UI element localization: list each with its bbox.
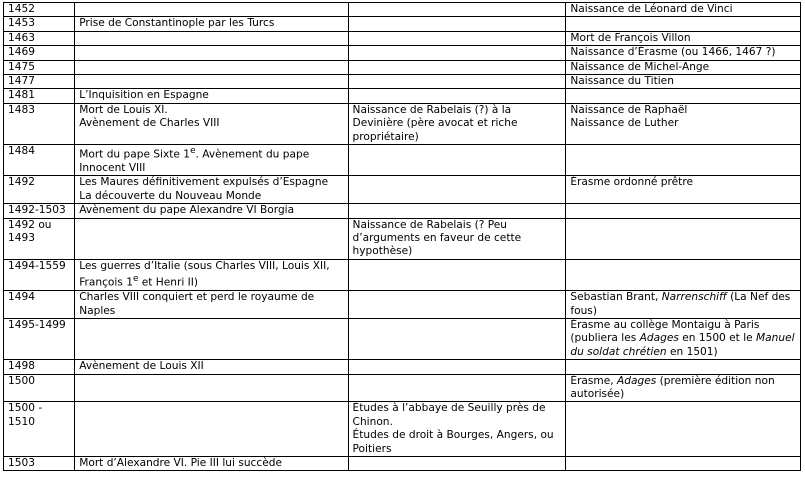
rabelais-cell — [348, 374, 566, 402]
text-run: Les Maures définitivement expulsés d’Espagne — [79, 176, 329, 189]
culture-cell — [566, 17, 801, 31]
rabelais-cell — [348, 103, 566, 144]
text-run: Naissance de Rabelais (?) à la Devinière (père avocat et riche propriétaire) — [352, 103, 518, 143]
table-row — [4, 60, 801, 74]
cell-line — [570, 46, 796, 59]
cell-line — [570, 375, 796, 402]
table-row — [4, 319, 801, 360]
text-run: Érasme au collège Montaigu à Paris (publiera les — [570, 319, 760, 345]
culture-cell — [566, 204, 801, 218]
date-cell: 1500 — [4, 374, 75, 402]
date-cell: 1481 — [4, 89, 75, 103]
cell-line — [353, 429, 562, 456]
date-cell: 1452 — [4, 3, 75, 17]
event-cell — [75, 204, 348, 218]
text-run: Avènement de Louis XII — [79, 360, 204, 373]
date-cell: 1477 — [4, 75, 75, 89]
rabelais-cell — [348, 457, 566, 471]
cell-line — [79, 190, 343, 203]
culture-cell — [566, 218, 801, 259]
rabelais-cell — [348, 204, 566, 218]
text-run: Naissance d’Érasme (ou 1466, 1467 ?) — [570, 46, 776, 59]
text-run: (La Nef des fous) — [570, 291, 791, 317]
cell-line — [570, 75, 796, 88]
event-cell — [75, 457, 348, 471]
cell-line — [353, 104, 562, 144]
table-row — [4, 75, 801, 89]
table-row — [4, 360, 801, 374]
text-run: La découverte du Nouveau Monde — [79, 189, 262, 202]
date-cell: 1495-1499 — [4, 319, 75, 360]
text-run: Mort de François Villon — [570, 31, 691, 44]
date-cell: 1494-1559 — [4, 259, 75, 290]
culture-cell — [566, 46, 801, 60]
text-run: Naissance de Luther — [570, 117, 679, 130]
table-row — [4, 374, 801, 402]
text-run: Érasme ordonné prêtre — [570, 176, 693, 189]
date-cell: 1494 — [4, 291, 75, 319]
date-cell: 1484 — [4, 145, 75, 176]
rabelais-cell — [348, 259, 566, 290]
event-cell — [75, 374, 348, 402]
text-run: Études de droit à Bourges, Angers, ou Poitiers — [352, 429, 554, 455]
date-cell: 1492 — [4, 176, 75, 204]
text-run: Études à l’abbaye de Seuilly près de Chinon. — [352, 402, 546, 428]
rabelais-cell — [348, 31, 566, 45]
text-run: Sebastian Brant, — [570, 291, 662, 304]
text-run: Prise de Constantinople par les Turcs — [79, 17, 275, 30]
culture-cell — [566, 360, 801, 374]
cell-line — [79, 89, 343, 102]
event-cell — [75, 319, 348, 360]
cell-line — [79, 17, 343, 30]
cell-line — [570, 32, 796, 45]
table-row — [4, 457, 801, 471]
cell-line — [570, 117, 796, 130]
text-run: Naissance de Michel-Ange — [570, 60, 710, 73]
cell-line — [79, 457, 343, 470]
culture-cell — [566, 145, 801, 176]
culture-cell — [566, 402, 801, 457]
event-cell — [75, 31, 348, 45]
table-body — [4, 3, 801, 471]
text-run: Mort d’Alexandre VI. Pie III lui succède — [79, 457, 282, 470]
cell-line — [570, 61, 796, 74]
event-cell — [75, 176, 348, 204]
culture-cell — [566, 75, 801, 89]
table-row — [4, 89, 801, 103]
culture-cell — [566, 176, 801, 204]
rabelais-cell — [348, 360, 566, 374]
table-row — [4, 46, 801, 60]
text-run: Charles VIII conquiert et perd le royaume de Naples — [79, 291, 315, 317]
event-cell — [75, 75, 348, 89]
chronology-table — [3, 2, 801, 471]
table-row — [4, 218, 801, 259]
text-run: L’Inquisition en Espagne — [79, 89, 209, 102]
rabelais-cell — [348, 176, 566, 204]
date-cell: 1475 — [4, 60, 75, 74]
date-cell: 1503 — [4, 457, 75, 471]
text-run: Naissance de Raphaël — [570, 103, 688, 116]
rabelais-cell — [348, 3, 566, 17]
cell-line — [79, 291, 343, 318]
text-run: Les guerres d’Italie (sous Charles VIII, Louis XII, François 1 — [79, 259, 330, 289]
cell-line — [79, 104, 343, 117]
italic-title: Narrenschiff — [661, 291, 727, 304]
event-cell — [75, 360, 348, 374]
rabelais-cell — [348, 402, 566, 457]
date-cell: 1492 ou 1493 — [4, 218, 75, 259]
text-run: Avènement de Charles VIII — [79, 117, 220, 130]
text-run: Mort du pape Sixte 1 — [79, 148, 191, 161]
date-cell: 1463 — [4, 31, 75, 45]
cell-line — [353, 219, 562, 259]
culture-cell — [566, 374, 801, 402]
text-run: en 1500 et le — [678, 332, 757, 345]
date-cell: 1498 — [4, 360, 75, 374]
date-cell: 1469 — [4, 46, 75, 60]
cell-line — [570, 176, 796, 189]
cell-line — [570, 291, 796, 318]
cell-line — [79, 176, 343, 189]
culture-cell — [566, 89, 801, 103]
text-run: Avènement du pape Alexandre VI Borgia — [79, 204, 295, 217]
cell-line — [570, 319, 796, 359]
italic-title: Manuel du soldat chrétien — [570, 332, 795, 358]
culture-cell — [566, 3, 801, 17]
date-cell: 1492-1503 — [4, 204, 75, 218]
date-cell: 1500 - 1510 — [4, 402, 75, 457]
cell-line — [570, 3, 796, 16]
culture-cell — [566, 259, 801, 290]
text-run: . Avènement du pape Innocent VIII — [79, 148, 310, 174]
table-row — [4, 176, 801, 204]
culture-cell — [566, 31, 801, 45]
event-cell — [75, 3, 348, 17]
cell-line — [79, 117, 343, 130]
event-cell — [75, 60, 348, 74]
table-row — [4, 31, 801, 45]
rabelais-cell — [348, 145, 566, 176]
text-run: Naissance du Titien — [570, 75, 674, 88]
table-row — [4, 402, 801, 457]
cell-line — [79, 360, 343, 373]
cell-line — [79, 260, 343, 290]
table-row — [4, 259, 801, 290]
table-row — [4, 145, 801, 176]
event-cell — [75, 218, 348, 259]
superscript: e — [190, 146, 196, 157]
table-row — [4, 204, 801, 218]
event-cell — [75, 259, 348, 290]
culture-cell — [566, 103, 801, 144]
rabelais-cell — [348, 60, 566, 74]
rabelais-cell — [348, 89, 566, 103]
event-cell — [75, 402, 348, 457]
rabelais-cell — [348, 17, 566, 31]
event-cell — [75, 291, 348, 319]
italic-title: Adages — [617, 374, 657, 387]
table-row — [4, 17, 801, 31]
event-cell — [75, 46, 348, 60]
rabelais-cell — [348, 75, 566, 89]
rabelais-cell — [348, 319, 566, 360]
text-run: Érasme, — [570, 374, 618, 387]
text-run: et Henri II) — [138, 276, 199, 289]
event-cell — [75, 145, 348, 176]
text-run: Mort de Louis XI. — [79, 103, 168, 116]
text-run: (première édition non autorisée) — [570, 374, 775, 401]
cell-line — [570, 104, 796, 117]
cell-line — [79, 204, 343, 217]
date-cell: 1483 — [4, 103, 75, 144]
table-row — [4, 103, 801, 144]
date-cell: 1453 — [4, 17, 75, 31]
culture-cell — [566, 457, 801, 471]
cell-line — [353, 402, 562, 429]
table-row — [4, 291, 801, 319]
italic-title: Adages — [639, 332, 679, 345]
rabelais-cell — [348, 46, 566, 60]
culture-cell — [566, 291, 801, 319]
event-cell — [75, 103, 348, 144]
text-run: en 1501) — [666, 345, 718, 358]
cell-line — [79, 145, 343, 175]
event-cell — [75, 89, 348, 103]
event-cell — [75, 17, 348, 31]
text-run: Naissance de Rabelais (? Peu d’arguments en faveur de cette hypothèse) — [352, 218, 522, 258]
text-run: Naissance de Léonard de Vinci — [570, 3, 733, 15]
culture-cell — [566, 60, 801, 74]
rabelais-cell — [348, 291, 566, 319]
table-row — [4, 3, 801, 17]
culture-cell — [566, 319, 801, 360]
superscript: e — [132, 274, 139, 285]
rabelais-cell — [348, 218, 566, 259]
